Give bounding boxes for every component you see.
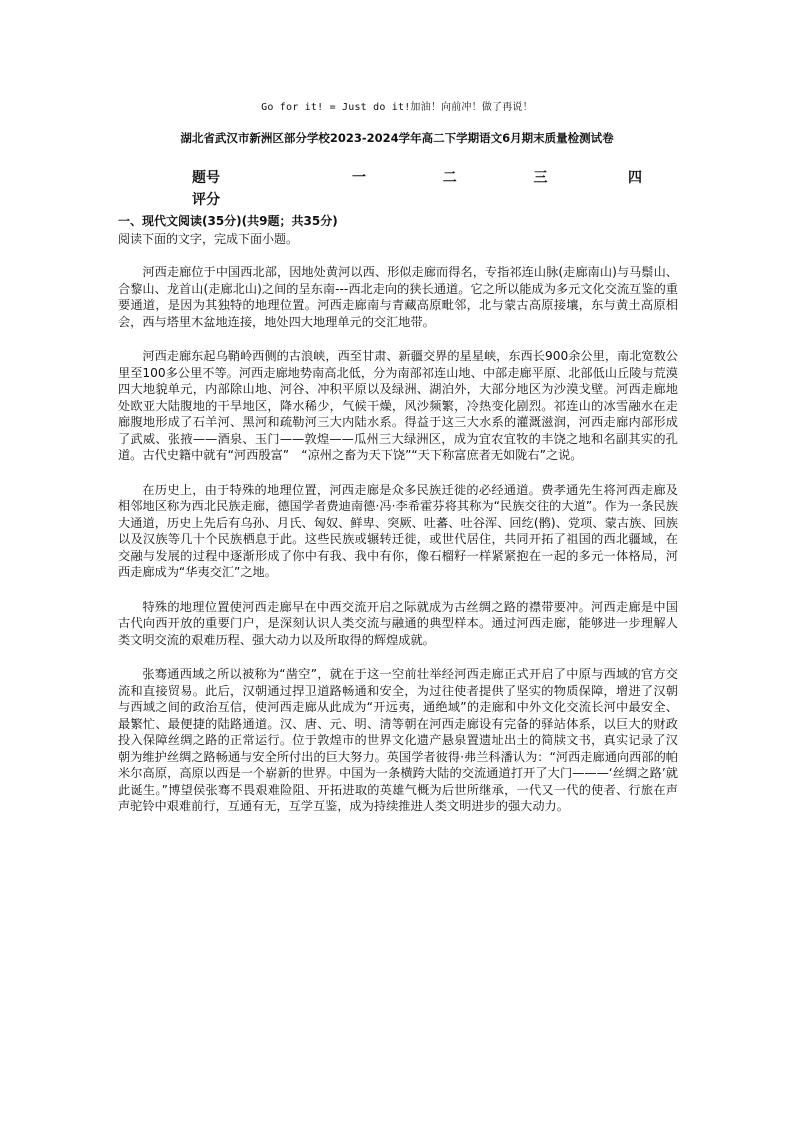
score-row-label: 题号 xyxy=(192,170,220,186)
score-row-question-number xyxy=(192,166,642,188)
page-motto: Go for it! = Just do it!加油！向前冲！做了再说！ xyxy=(261,102,533,113)
score-column-1: 一 xyxy=(352,170,366,186)
score-column-3: 三 xyxy=(533,170,548,186)
passage-paragraph-1: 河西走廊位于中国西北部，因地处黄河以西、形似走廊而得名，专指祁连山脉(走廊南山)与马鬃山、合黎山、龙首山(走廊北山)之间的呈东南---西北走向的狭长通道。它之所以能成为多元文化交流互鉴的重要通道，是因为其独特的地理位置。河西走廊南与青藏高原毗邻，北与蒙古高原接壤，东与黄土高原相会，西与塔里木盆地连接，地处四大地理单元的交汇地带。 xyxy=(118,265,678,329)
passage-paragraph-5: 张骞通西域之所以被称为“凿空”，就在于这一空前壮举经河西走廊正式开启了中原与西域的官方交流和直接贸易。此后，汉朝通过捍卫道路畅通和安全，为过往使者提供了坚实的物质保障，增进了汉朝与西域之间的政治互信，使河西走廊从此成为“开远夷，通绝域”的走廊和中外文化交流长河中最安全、最繁忙、最便捷的陆路通道。汉、唐、元、明、清等朝在河西走廊设有完备的驿站体系，以巨大的财政投入保障丝绸之路的正常运行。位于敦煌市的世界文化遗产悬泉置遗址出土的简牍文书，真实记录了汉朝为维护丝绸之路畅通与安全所付出的巨大努力。英国学者彼得·弗兰科潘认为：“河西走廊通向西部的帕米尔高原，高原以西是一个崭新的世界。中国为一条横跨大陆的交流通道打开了大门———‘丝绸之路’就此诞生。”博望侯张骞不畏艰难险阻、开拓进取的英雄气概为后世所继承，一代又一代的使者、行旅在声声驼铃中艰难前行，互通有无，互学互鉴，成为持续推进人类文明进步的强大动力。 xyxy=(118,667,678,813)
passage-paragraph-2: 河西走廊东起乌鞘岭西侧的古浪峡，西至甘肃、新疆交界的星星峡，东西长900余公里，南北宽数公里至100多公里不等。河西走廊地势南高北低，分为南部祁连山地、中部走廊平原、北部低山丘陵与荒漠四大地貌单元，内部除山地、河谷、冲积平原以及绿洲、湖泊外，大部分地区为沙漠戈壁。河西走廊地处欧亚大陆腹地的干旱地区，降水稀少，气候干燥，风沙频繁，冷热变化剧烈。祁连山的冰雪融水在走廊腹地形成了石羊河、黑河和疏勒河三大内陆水系。得益于这三大水系的灌溉滋润，河西走廊内部形成了武威、张掖——酒泉、玉门——敦煌——瓜州三大绿洲区，成为宜农宜牧的丰饶之地和名副其实的孔道。古代史籍中就有“河西殷富” “凉州之畜为天下饶”“天下称富庶者无如陇右”之说。 xyxy=(118,349,678,462)
grade-row-label: 评分 xyxy=(192,192,220,208)
section-instruction: 阅读下面的文字，完成下面小题。 xyxy=(118,232,299,246)
section-heading: 一、现代文阅读(35分)(共9题；共35分) xyxy=(118,214,338,228)
score-row-grade xyxy=(192,188,642,210)
passage-paragraph-3: 在历史上，由于特殊的地理位置，河西走廊是众多民族迁徙的必经通道。费孝通先生将河西走廊及相邻地区称为西北民族走廊，德国学者费迪南德·冯·李希霍芬将其称为“民族交往的大道”。作为一条民族大通道，历史上先后有乌孙、月氏、匈奴、鲜卑、突厥、吐蕃、吐谷浑、回纥(鹘)、党项、蒙古族、回族以及汉族等几十个民族栖息于此。这些民族或辗转迁徙，或世代居住，共同开拓了祖国的西北疆域，在交融与发展的过程中逐渐形成了你中有我、我中有你，像石榴籽一样紧紧抱在一起的多元一体格局，河西走廊成为“华夷交汇”之地。 xyxy=(118,482,678,579)
reading-passage xyxy=(118,264,678,833)
score-column-4: 四 xyxy=(628,170,643,186)
exam-title: 湖北省武汉市新洲区部分学校2023-2024学年高二下学期语文6月期末质量检测试卷 xyxy=(180,131,614,145)
score-column-2: 二 xyxy=(442,170,457,186)
passage-paragraph-4: 特殊的地理位置使河西走廊早在中西交流开启之际就成为古丝绸之路的襟带要冲。河西走廊是中国古代向西开放的重要门户，是深刻认识人类交流与融通的典型样本。通过河西走廊，能够进一步理解人类文明交流的艰难历程、强大动力以及所取得的辉煌成就。 xyxy=(118,599,678,647)
score-table xyxy=(192,166,642,210)
